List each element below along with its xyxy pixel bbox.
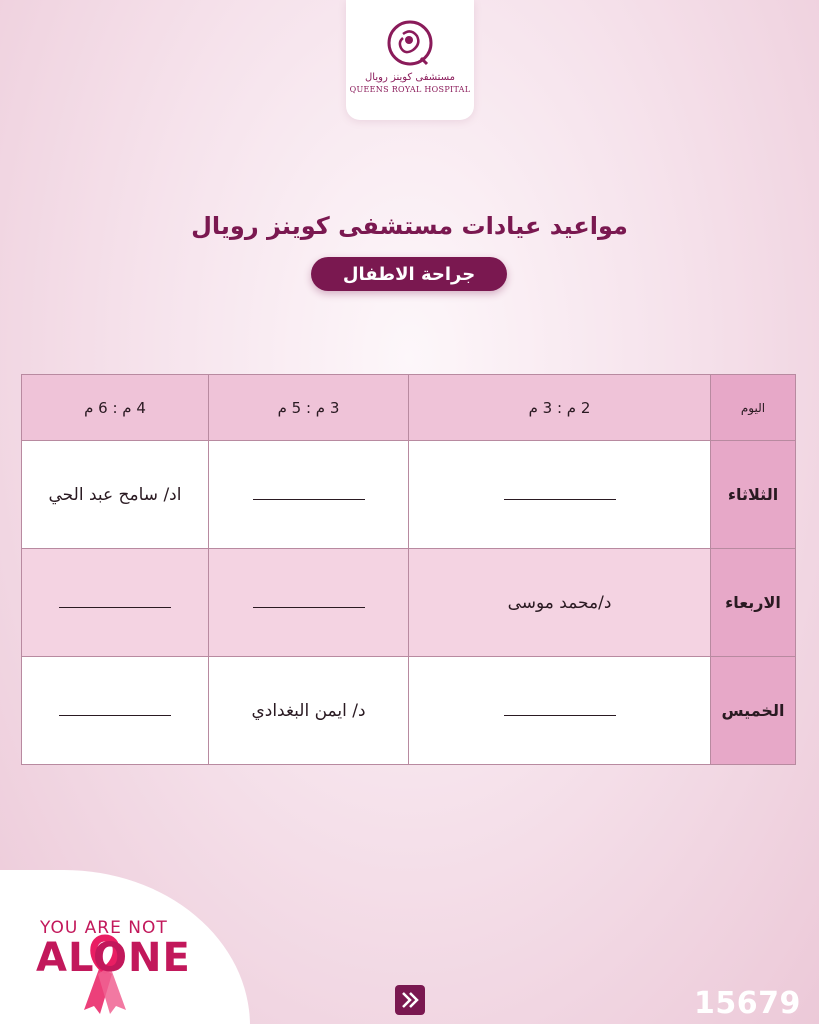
clinic-schedule-table [21, 374, 796, 765]
header-slot-3: 4 م : 6 م [22, 375, 209, 441]
page-title: مواعيد عيادات مستشفى كوينز رويال [191, 212, 628, 240]
empty-slot-line [504, 499, 616, 500]
doctor-cell: د/ ايمن البغدادي [209, 657, 409, 765]
double-chevron-right-icon [400, 990, 420, 1010]
table-row [22, 441, 796, 549]
empty-slot-line [253, 607, 365, 608]
doctor-cell: د/محمد موسى [409, 549, 711, 657]
awareness-line-2: ALONE [36, 935, 191, 981]
header-day: اليوم [711, 375, 796, 441]
hotline-number: 15679 [694, 986, 801, 1021]
mother-child-logo-icon [385, 18, 435, 68]
next-button[interactable] [395, 985, 425, 1015]
table-row [22, 657, 796, 765]
day-cell: الخميس [711, 657, 796, 765]
empty-slot-line [59, 715, 171, 716]
doctor-cell: اد/ سامح عبد الحي [22, 441, 209, 549]
schedule-cell-empty [409, 441, 711, 549]
empty-slot-line [504, 715, 616, 716]
schedule-cell-empty [209, 549, 409, 657]
day-cell: الثلاثاء [711, 441, 796, 549]
empty-slot-line [59, 607, 171, 608]
schedule-cell-empty [209, 441, 409, 549]
schedule-cell-empty [409, 657, 711, 765]
department-badge: جراحة الاطفال [311, 257, 507, 291]
awareness-line-1: YOU ARE NOT [40, 918, 168, 938]
schedule-cell-empty [22, 549, 209, 657]
table-header-row [22, 375, 796, 441]
header-slot-1: 2 م : 3 م [409, 375, 711, 441]
empty-slot-line [253, 499, 365, 500]
hospital-logo [346, 0, 474, 120]
schedule-cell-empty [22, 657, 209, 765]
day-cell: الاربعاء [711, 549, 796, 657]
table-row [22, 549, 796, 657]
logo-name-english: QUEENS ROYAL HOSPITAL [349, 85, 471, 94]
header-slot-2: 3 م : 5 م [209, 375, 409, 441]
logo-name-arabic: مستشفى كوينز رويال [365, 72, 455, 83]
